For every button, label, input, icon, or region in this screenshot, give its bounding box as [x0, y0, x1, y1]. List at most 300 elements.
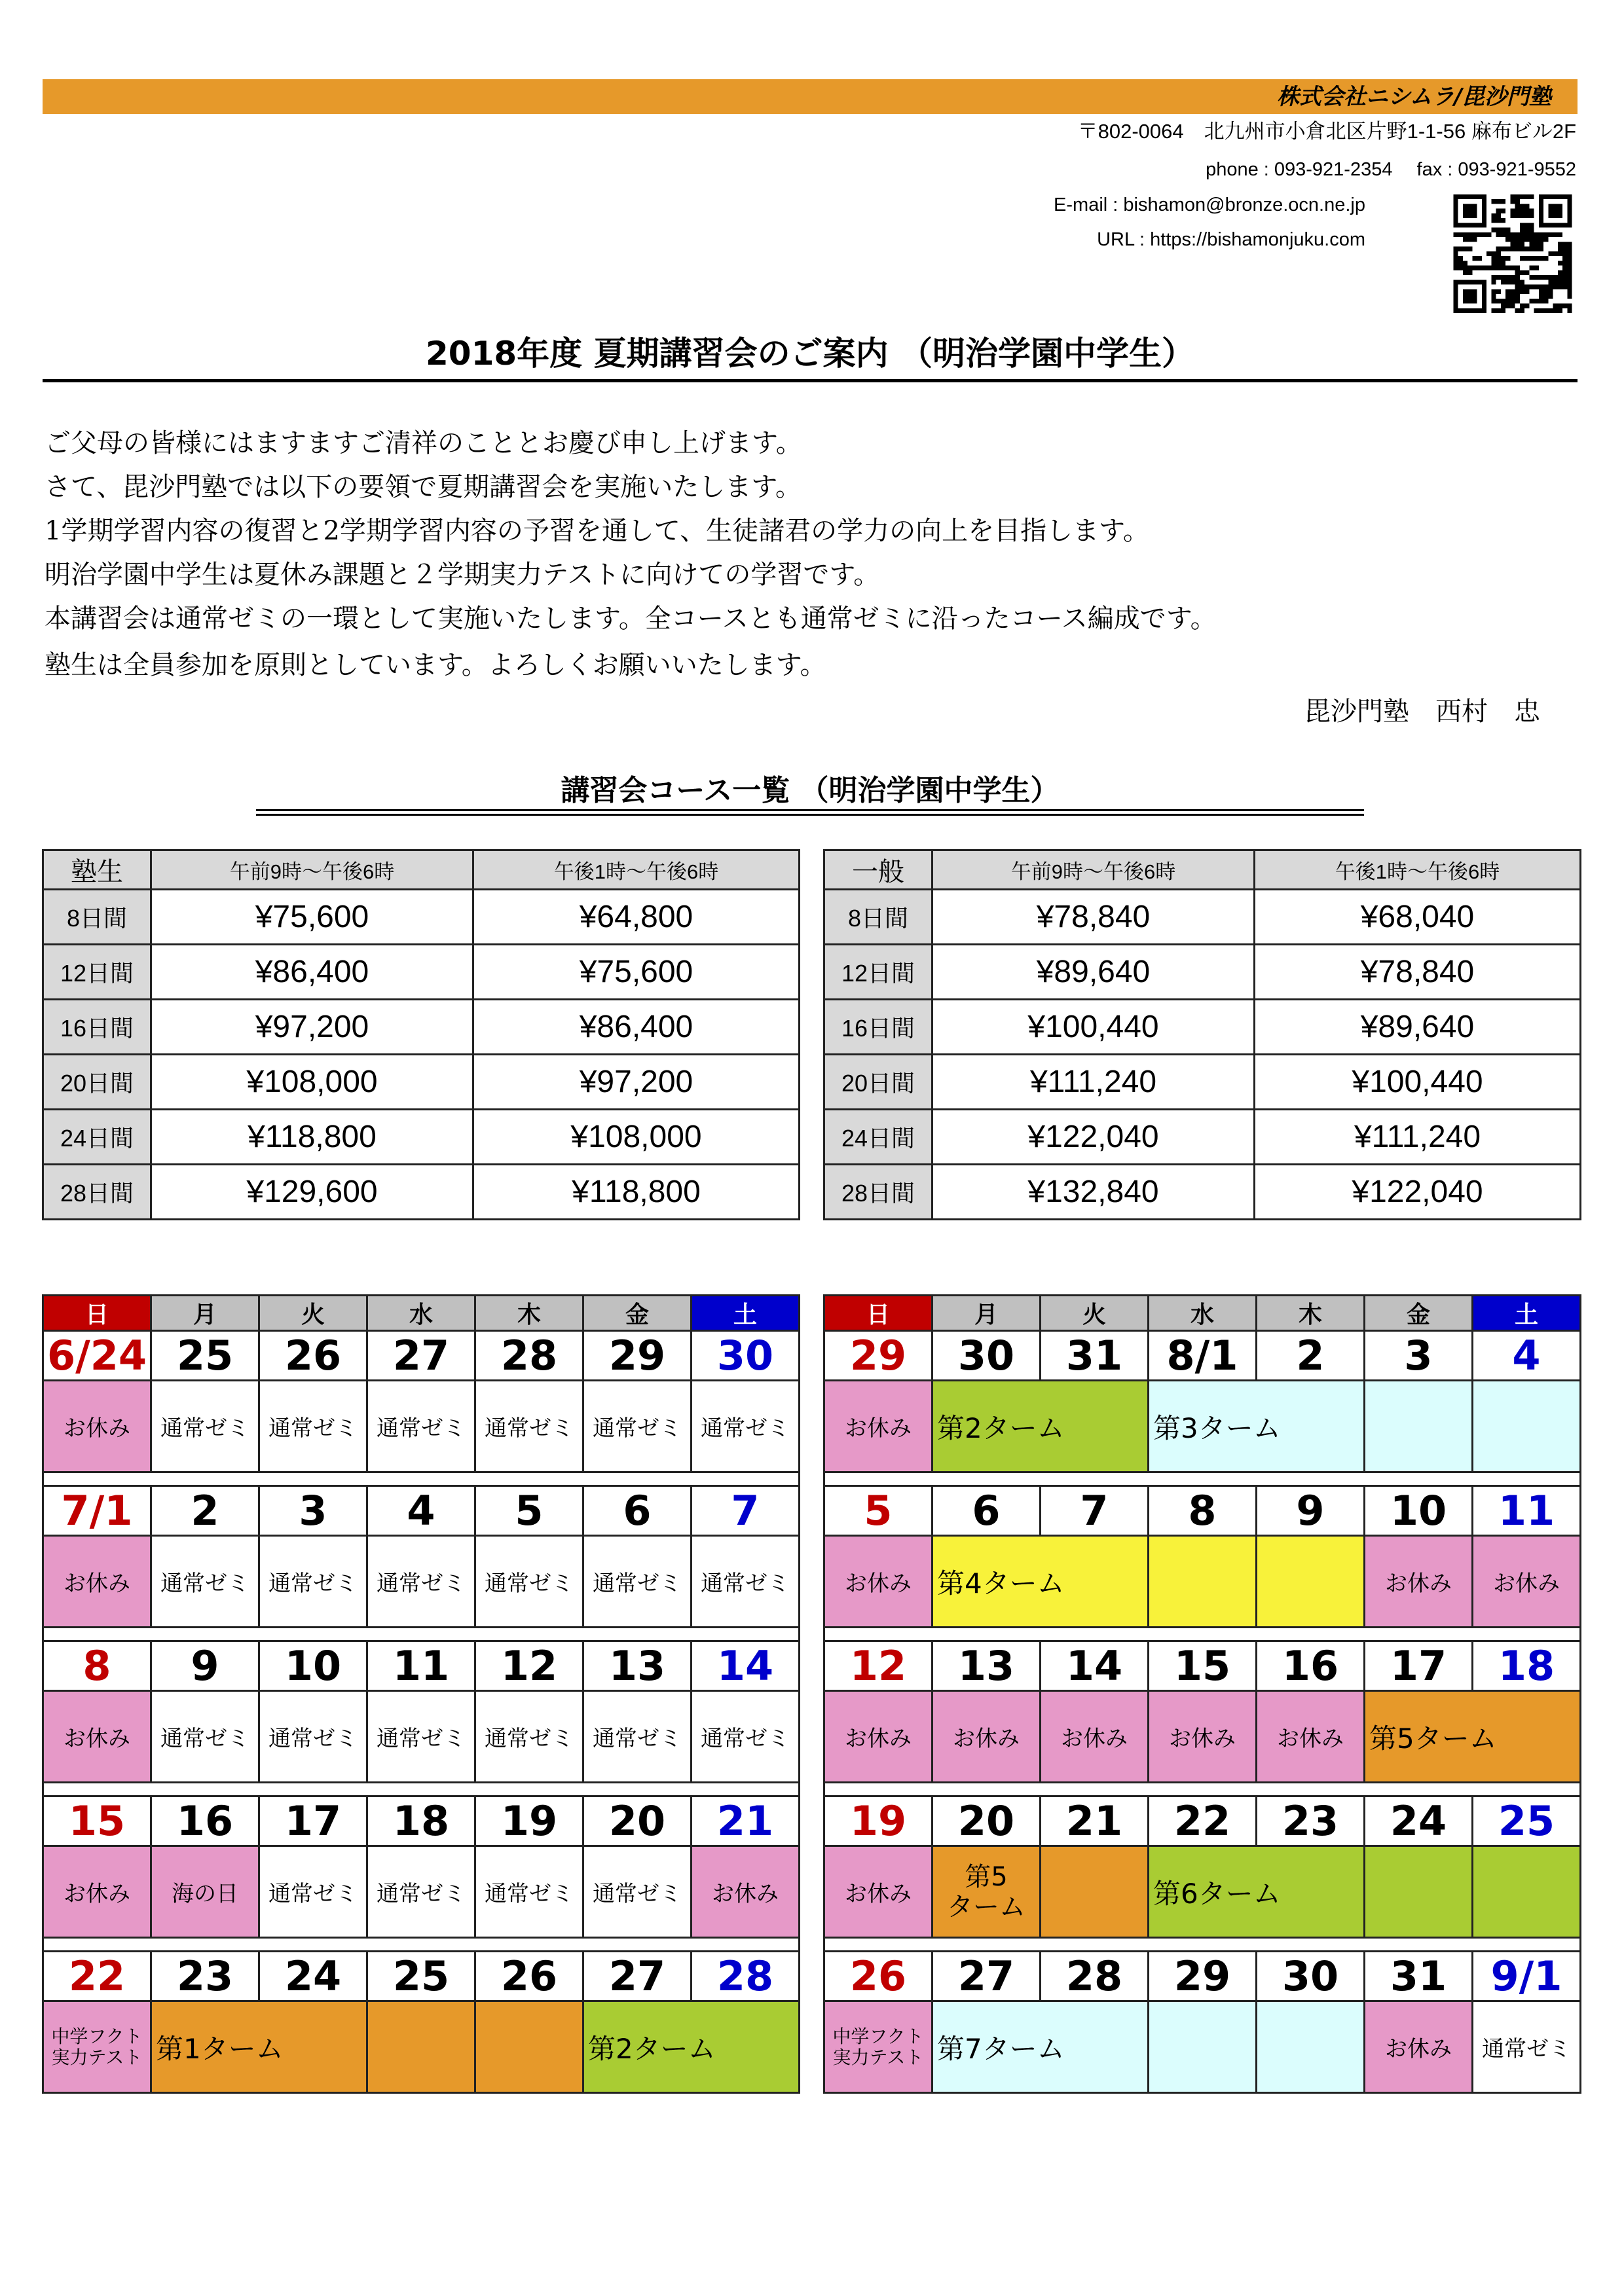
event-row — [43, 1691, 800, 1783]
qr-module — [1491, 251, 1496, 256]
qr-module — [1482, 266, 1486, 270]
duration-label: 28日間 — [824, 1165, 932, 1220]
weekday-label: 水 — [367, 1296, 475, 1331]
qr-module — [1515, 199, 1520, 204]
qr-module — [1501, 280, 1505, 284]
qr-module — [1458, 232, 1463, 237]
price-value: ¥108,000 — [473, 1110, 800, 1165]
weekday-label: 土 — [692, 1296, 800, 1331]
qr-module — [1562, 304, 1567, 308]
regular-class-cell: 通常ゼミ — [475, 1846, 583, 1938]
qr-module — [1567, 270, 1572, 275]
term-continuation-cell — [1257, 2001, 1365, 2093]
date-row — [43, 1331, 800, 1381]
date-cell: 22 — [1149, 1796, 1257, 1846]
holiday-cell: 海の日 — [151, 1846, 259, 1938]
date-cell: 12 — [824, 1641, 932, 1691]
holiday-cell: お休み — [932, 1691, 1041, 1783]
qr-module — [1524, 213, 1529, 218]
qr-module — [1515, 213, 1520, 218]
weekday-label: 火 — [259, 1296, 367, 1331]
qr-module — [1524, 270, 1529, 275]
intro-line: 塾生は全員参加を原則としています。よろしくお願いいたします。 — [45, 650, 826, 680]
qr-module — [1496, 299, 1501, 303]
weekday-label: 月 — [932, 1296, 1041, 1331]
week-spacer-cell — [824, 1783, 1581, 1796]
holiday-cell: お休み — [43, 1536, 151, 1628]
regular-class-cell: 通常ゼミ — [583, 1536, 692, 1628]
regular-class-cell: 通常ゼミ — [583, 1846, 692, 1938]
date-cell: 8/1 — [1149, 1331, 1257, 1381]
price-value: ¥122,040 — [932, 1110, 1255, 1165]
qr-module — [1520, 204, 1524, 208]
duration-label: 12日間 — [43, 945, 151, 1000]
regular-class-cell: 通常ゼミ — [367, 1846, 475, 1938]
date-cell: 14 — [1041, 1641, 1149, 1691]
qr-module — [1534, 256, 1539, 261]
qr-module — [1534, 275, 1539, 280]
term-continuation-cell — [1257, 1536, 1365, 1628]
qr-module — [1539, 285, 1543, 289]
regular-class-cell: 通常ゼミ — [367, 1381, 475, 1472]
duration-label: 8日間 — [824, 890, 932, 945]
term-continuation-cell — [1041, 1846, 1149, 1938]
week-spacer — [43, 1938, 800, 1952]
date-cell: 25 — [1473, 1796, 1581, 1846]
date-cell: 25 — [151, 1331, 259, 1381]
duration-label: 16日間 — [43, 1000, 151, 1055]
qr-module — [1548, 232, 1553, 237]
date-cell: 5 — [475, 1486, 583, 1536]
qr-module — [1562, 280, 1567, 284]
qr-module — [1515, 308, 1520, 313]
price-header-row — [824, 850, 1581, 890]
term-cell: 第2ターム — [932, 1381, 1149, 1472]
qr-module — [1477, 256, 1482, 261]
price-row — [43, 890, 800, 945]
qr-module — [1501, 247, 1505, 251]
qr-module — [1463, 232, 1467, 237]
qr-module — [1567, 289, 1572, 294]
regular-class-cell: 通常ゼミ — [259, 1691, 367, 1783]
date-cell: 6 — [932, 1486, 1041, 1536]
qr-module — [1520, 270, 1524, 275]
date-cell: 20 — [932, 1796, 1041, 1846]
price-table-general — [823, 849, 1581, 1220]
regular-class-cell: 通常ゼミ — [151, 1381, 259, 1472]
date-cell: 4 — [1473, 1331, 1581, 1381]
qr-module — [1501, 218, 1505, 223]
qr-module — [1558, 232, 1562, 237]
qr-module — [1501, 256, 1505, 261]
qr-module — [1567, 280, 1572, 284]
qr-module — [1505, 247, 1510, 251]
price-value: ¥75,600 — [473, 945, 800, 1000]
date-cell: 9 — [151, 1641, 259, 1691]
price-table-members — [42, 849, 800, 1220]
qr-module — [1562, 266, 1567, 270]
date-cell: 15 — [1149, 1641, 1257, 1691]
qr-module — [1558, 242, 1562, 246]
qr-module — [1529, 275, 1534, 280]
qr-module — [1454, 261, 1458, 265]
price-value: ¥118,800 — [151, 1110, 473, 1165]
qr-module — [1467, 270, 1472, 275]
qr-module — [1491, 308, 1496, 313]
title-divider — [43, 379, 1578, 382]
regular-class-cell: 通常ゼミ — [475, 1381, 583, 1472]
regular-class-cell: 通常ゼミ — [1473, 2001, 1581, 2093]
event-row — [824, 1691, 1581, 1783]
term-cell: 第1ターム — [151, 2001, 367, 2093]
date-cell: 24 — [259, 1952, 367, 2001]
duration-label: 16日間 — [824, 1000, 932, 1055]
event-row — [43, 1846, 800, 1938]
qr-module — [1558, 247, 1562, 251]
event-row — [824, 1846, 1581, 1938]
qr-module — [1567, 256, 1572, 261]
qr-module — [1520, 304, 1524, 308]
regular-class-cell: 通常ゼミ — [259, 1536, 367, 1628]
qr-module — [1543, 232, 1548, 237]
qr-module — [1477, 266, 1482, 270]
website-link[interactable]: URL : https://bishamonjuku.com — [1097, 229, 1365, 250]
qr-module — [1510, 209, 1515, 213]
regular-class-cell: 通常ゼミ — [151, 1536, 259, 1628]
qr-module — [1515, 299, 1520, 303]
holiday-cell: 中学フクト 実力テスト — [824, 2001, 932, 2093]
weekday-label: 木 — [1257, 1296, 1365, 1331]
course-list-title: 講習会コース一覧 （明治学園中学生） — [561, 774, 1060, 807]
date-row — [824, 1486, 1581, 1536]
qr-module — [1491, 228, 1496, 232]
date-cell: 21 — [692, 1796, 800, 1846]
price-row — [43, 1000, 800, 1055]
qr-module — [1467, 266, 1472, 270]
qr-module — [1496, 289, 1501, 294]
qr-module — [1539, 242, 1543, 246]
date-cell: 28 — [475, 1331, 583, 1381]
qr-module — [1496, 209, 1501, 213]
price-value: ¥86,400 — [473, 1000, 800, 1055]
qr-module — [1567, 247, 1572, 251]
date-cell: 13 — [932, 1641, 1041, 1691]
event-row — [43, 2001, 800, 2093]
qr-module — [1524, 209, 1529, 213]
weekday-label: 金 — [583, 1296, 692, 1331]
qr-module — [1491, 289, 1496, 294]
duration-label: 8日間 — [43, 890, 151, 945]
qr-module — [1515, 289, 1520, 294]
brand-bar — [43, 79, 1578, 114]
duration-label: 24日間 — [43, 1110, 151, 1165]
date-cell: 11 — [367, 1641, 475, 1691]
qr-module — [1520, 285, 1524, 289]
qr-module — [1562, 275, 1567, 280]
date-cell: 26 — [824, 1952, 932, 2001]
qr-module — [1510, 294, 1515, 299]
qr-module — [1548, 289, 1553, 294]
email-link[interactable]: E-mail : bishamon@bronze.ocn.ne.jp — [1054, 194, 1365, 215]
price-value: ¥132,840 — [932, 1165, 1255, 1220]
qr-module — [1520, 289, 1524, 294]
qr-module — [1553, 280, 1558, 284]
qr-module — [1524, 237, 1529, 242]
qr-module — [1520, 213, 1524, 218]
holiday-cell: お休み — [1257, 1691, 1365, 1783]
qr-module — [1520, 194, 1524, 199]
term-continuation-cell: 第5 ターム — [932, 1846, 1041, 1938]
regular-class-cell: 通常ゼミ — [259, 1846, 367, 1938]
qr-module — [1496, 275, 1501, 280]
week-spacer — [43, 1472, 800, 1486]
holiday-cell: 中学フクト 実力テスト — [43, 2001, 151, 2093]
qr-module — [1510, 289, 1515, 294]
date-cell: 2 — [1257, 1331, 1365, 1381]
date-cell: 22 — [43, 1952, 151, 2001]
qr-module — [1491, 213, 1496, 218]
qr-module — [1524, 223, 1529, 227]
term-continuation-cell — [1365, 1381, 1473, 1472]
price-row — [824, 1055, 1581, 1110]
qr-module — [1534, 242, 1539, 246]
qr-module — [1548, 308, 1553, 313]
date-cell: 28 — [1041, 1952, 1149, 2001]
date-row — [43, 1796, 800, 1846]
qr-module — [1562, 247, 1567, 251]
term-cell: 第3ターム — [1149, 1381, 1365, 1472]
date-cell: 26 — [259, 1331, 367, 1381]
qr-module — [1534, 237, 1539, 242]
price-header-row — [43, 850, 800, 890]
price-row — [824, 1110, 1581, 1165]
qr-module — [1486, 251, 1491, 256]
price-row — [43, 1055, 800, 1110]
qr-module — [1454, 247, 1458, 251]
intro-line: 明治学園中学生は夏休み課題と２学期実力テストに向けての学習です。 — [45, 560, 880, 590]
price-value: ¥97,200 — [151, 1000, 473, 1055]
weekday-label: 土 — [1473, 1296, 1581, 1331]
date-cell: 31 — [1041, 1331, 1149, 1381]
qr-module — [1491, 275, 1496, 280]
qr-module — [1562, 251, 1567, 256]
price-value: ¥78,840 — [932, 890, 1255, 945]
calendar-july-august — [823, 1294, 1579, 2094]
calendar-june-july — [42, 1294, 798, 2094]
qr-module — [1505, 299, 1510, 303]
qr-module — [1524, 304, 1529, 308]
qr-module — [1505, 304, 1510, 308]
qr-module — [1515, 270, 1520, 275]
qr-module — [1524, 194, 1529, 199]
company-name: 株式会社ニシムラ/毘沙門塾 — [1276, 84, 1551, 110]
date-cell: 31 — [1365, 1952, 1473, 2001]
regular-class-cell: 通常ゼミ — [259, 1381, 367, 1472]
qr-module — [1515, 209, 1520, 213]
qr-module — [1562, 261, 1567, 265]
qr-module — [1496, 199, 1501, 204]
qr-module — [1553, 232, 1558, 237]
price-value: ¥64,800 — [473, 890, 800, 945]
qr-module — [1558, 270, 1562, 275]
qr-module — [1562, 270, 1567, 275]
qr-module — [1539, 294, 1543, 299]
date-cell: 25 — [367, 1952, 475, 2001]
qr-module — [1510, 232, 1515, 237]
weekday-label: 月 — [151, 1296, 259, 1331]
price-row — [824, 1000, 1581, 1055]
week-spacer — [824, 1783, 1581, 1796]
qr-module — [1458, 266, 1463, 270]
duration-label: 20日間 — [43, 1055, 151, 1110]
qr-module — [1463, 270, 1467, 275]
qr-module — [1529, 299, 1534, 303]
qr-module — [1553, 285, 1558, 289]
qr-module — [1505, 294, 1510, 299]
intro-line: ご父母の皆様にはますますご清祥のこととお慶び申し上げます。 — [45, 428, 802, 458]
qr-module — [1472, 232, 1477, 237]
holiday-cell: お休み — [692, 1846, 800, 1938]
term-continuation-cell — [475, 2001, 583, 2093]
price-row — [43, 1110, 800, 1165]
qr-module — [1505, 256, 1510, 261]
qr-module — [1458, 256, 1463, 261]
qr-module — [1539, 308, 1543, 313]
week-spacer-cell — [824, 1938, 1581, 1952]
page-title: 2018年度 夏期講習会のご案内 （明治学園中学生） — [426, 335, 1194, 373]
term-cell: 第7ターム — [932, 2001, 1149, 2093]
qr-module — [1558, 251, 1562, 256]
price-row — [824, 945, 1581, 1000]
qr-module — [1515, 294, 1520, 299]
qr-module — [1548, 275, 1553, 280]
qr-module — [1543, 256, 1548, 261]
intro-line: 本講習会は通常ゼミの一環として実施いたします。全コースとも通常ゼミに沿ったコース編成です。 — [45, 604, 1217, 634]
regular-class-cell: 通常ゼミ — [692, 1381, 800, 1472]
week-spacer — [43, 1628, 800, 1641]
qr-module — [1558, 285, 1562, 289]
qr-module — [1463, 237, 1467, 242]
date-cell: 27 — [583, 1952, 692, 2001]
date-cell: 23 — [151, 1952, 259, 2001]
qr-module — [1510, 304, 1515, 308]
qr-module — [1520, 237, 1524, 242]
date-row — [824, 1331, 1581, 1381]
date-cell: 8 — [43, 1641, 151, 1691]
qr-module — [1520, 232, 1524, 237]
qr-module — [1501, 232, 1505, 237]
date-cell: 28 — [692, 1952, 800, 2001]
qr-module — [1458, 261, 1463, 265]
qr-module — [1567, 285, 1572, 289]
date-cell: 16 — [151, 1796, 259, 1846]
qr-module — [1515, 237, 1520, 242]
qr-module — [1467, 232, 1472, 237]
date-cell: 27 — [367, 1331, 475, 1381]
qr-module — [1529, 285, 1534, 289]
date-cell: 4 — [367, 1486, 475, 1536]
calendar-grid — [42, 1294, 800, 2094]
regular-class-cell: 通常ゼミ — [475, 1691, 583, 1783]
term-cell: 第5ターム — [1365, 1691, 1581, 1783]
date-row — [43, 1641, 800, 1691]
price-value: ¥78,840 — [1255, 945, 1581, 1000]
qr-module — [1510, 213, 1515, 218]
qr-module — [1515, 232, 1520, 237]
qr-module — [1505, 237, 1510, 242]
term-continuation-cell — [1149, 2001, 1257, 2093]
price-row — [824, 1165, 1581, 1220]
date-cell: 27 — [932, 1952, 1041, 2001]
qr-module — [1543, 237, 1548, 242]
qr-module — [1491, 266, 1496, 270]
weekday-label: 水 — [1149, 1296, 1257, 1331]
qr-module — [1501, 308, 1505, 313]
qr-module — [1534, 232, 1539, 237]
qr-module — [1515, 266, 1520, 270]
weekday-label: 火 — [1041, 1296, 1149, 1331]
price-value: ¥108,000 — [151, 1055, 473, 1110]
qr-module — [1520, 209, 1524, 213]
qr-module — [1520, 256, 1524, 261]
price-value: ¥89,640 — [932, 945, 1255, 1000]
qr-module — [1539, 237, 1543, 242]
qr-module — [1505, 280, 1510, 284]
term-cell: 第2ターム — [583, 2001, 800, 2093]
holiday-cell: お休み — [824, 1381, 932, 1472]
qr-module — [1558, 280, 1562, 284]
price-value: ¥111,240 — [932, 1055, 1255, 1110]
duration-label: 24日間 — [824, 1110, 932, 1165]
qr-module — [1567, 275, 1572, 280]
date-row — [43, 1486, 800, 1536]
term-continuation-cell — [1365, 1846, 1473, 1938]
qr-module — [1529, 228, 1534, 232]
regular-class-cell: 通常ゼミ — [367, 1536, 475, 1628]
term-continuation-cell — [1473, 1381, 1581, 1472]
date-cell: 30 — [932, 1331, 1041, 1381]
qr-module — [1515, 204, 1520, 208]
qr-module — [1458, 247, 1463, 251]
qr-module — [1562, 242, 1567, 246]
qr-module — [1553, 308, 1558, 313]
date-cell: 29 — [583, 1331, 692, 1381]
regular-class-cell: 通常ゼミ — [475, 1536, 583, 1628]
qr-module — [1501, 304, 1505, 308]
price-row — [43, 1165, 800, 1220]
date-cell: 8 — [1149, 1486, 1257, 1536]
qr-module — [1510, 237, 1515, 242]
qr-module — [1467, 237, 1472, 242]
price-value: ¥100,440 — [1255, 1055, 1581, 1110]
qr-module — [1491, 280, 1496, 284]
date-row — [824, 1641, 1581, 1691]
qr-module — [1534, 266, 1539, 270]
qr-module — [1496, 232, 1501, 237]
date-cell: 10 — [259, 1641, 367, 1691]
date-cell: 29 — [824, 1331, 932, 1381]
date-cell: 14 — [692, 1641, 800, 1691]
date-cell: 20 — [583, 1796, 692, 1846]
qr-module — [1567, 251, 1572, 256]
date-cell: 30 — [1257, 1952, 1365, 2001]
holiday-cell: お休み — [824, 1846, 932, 1938]
qr-module — [1562, 285, 1567, 289]
qr-module — [1524, 285, 1529, 289]
price-value: ¥89,640 — [1255, 1000, 1581, 1055]
qr-module — [1524, 228, 1529, 232]
qr-module — [1553, 304, 1558, 308]
